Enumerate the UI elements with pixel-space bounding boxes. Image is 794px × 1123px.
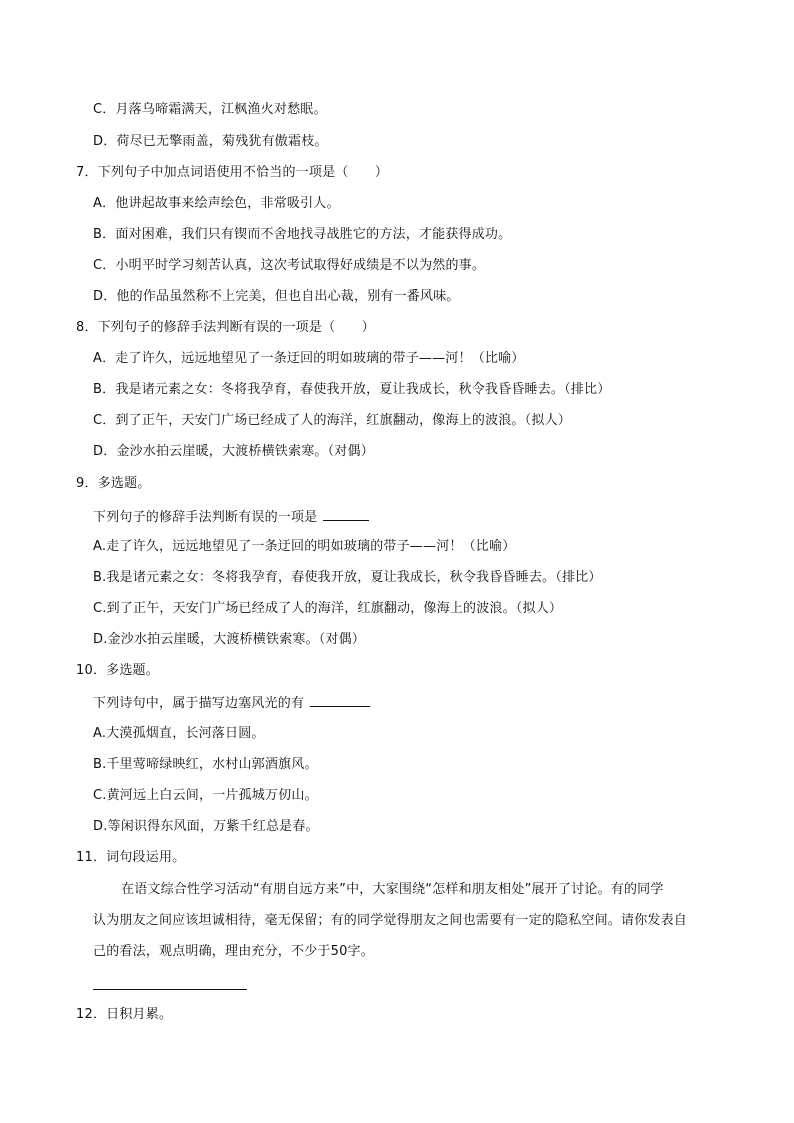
q10-answer-blank[interactable] (310, 694, 370, 707)
q6-option-c: C．月落乌啼霜满天，江枫渔火对愁眠。 (93, 102, 327, 117)
q11-body-line-3: 己的看法，观点明确，理由充分，不少于50字。 (93, 944, 374, 959)
q11-answer-line[interactable] (93, 989, 247, 990)
q7-stem: 7．下列句子中加点词语使用不恰当的一项是（ ） (76, 165, 389, 180)
q6-option-d: D．荷尽已无擎雨盖，菊残犹有傲霜枝。 (93, 134, 328, 149)
q11-body-line-1: 在语文综合性学习活动“有朋自远方来”中，大家围绕“怎样和朋友相处”展开了讨论。有的同学 (121, 882, 664, 897)
q10-stem (93, 694, 370, 713)
q10-option-c: C.黄河远上白云间，一片孤城万仞山。 (93, 788, 318, 803)
q8-option-c: C．到了正午，天安门广场已经成了人的海洋，红旗翻动，像海上的波浪。（拟人） (93, 413, 571, 428)
q9-option-d: D.金沙水拍云崖暖，大渡桥横铁索寒。（对偶） (93, 632, 366, 647)
q10-heading: 10．多选题。 (76, 663, 159, 678)
q8-stem: 8．下列句子的修辞手法判断有误的一项是（ ） (76, 320, 375, 335)
q9-option-a: A.走了许久，远远地望见了一条迂回的明如玻璃的带子——河！（比喻） (93, 539, 516, 554)
q8-option-a: A．走了许久，远远地望见了一条迂回的明如玻璃的带子——河！（比喻） (93, 351, 525, 366)
q9-heading: 9．多选题。 (76, 476, 151, 491)
q7-option-a: A．他讲起故事来绘声绘色，非常吸引人。 (93, 196, 340, 211)
q11-body-line-2: 认为朋友之间应该坦诚相待，毫无保留；有的同学觉得朋友之间也需要有一定的隐私空间。请你发表自 (93, 913, 688, 928)
q10-option-b: B.千里莺啼绿映红，水村山郭酒旗风。 (93, 757, 318, 772)
q9-option-c: C.到了正午，天安门广场已经成了人的海洋，红旗翻动，像海上的波浪。（拟人） (93, 601, 563, 616)
q7-option-c: C．小明平时学习刻苦认真，这次考试取得好成绩是不以为然的事。 (93, 258, 486, 273)
q8-option-d: D．金沙水拍云崖暖，大渡桥横铁索寒。（对偶） (93, 444, 374, 459)
q7-option-b: B．面对困难，我们只有锲而不舍地找寻战胜它的方法，才能获得成功。 (93, 227, 512, 242)
q9-stem-text: 下列句子的修辞手法判断有误的一项是 (93, 510, 318, 525)
q12-heading: 12．日积月累。 (76, 1007, 173, 1022)
q11-heading: 11．词句段运用。 (76, 850, 186, 865)
q8-option-b: B．我是诸元素之女：冬将我孕育，春使我开放，夏让我成长，秋令我昏昏睡去。（排比） (93, 382, 611, 397)
q10-option-d: D.等闲识得东风面，万紫千红总是春。 (93, 819, 319, 834)
q7-option-d: D．他的作品虽然称不上完美，但也自出心裁，别有一番风味。 (93, 289, 460, 304)
q9-stem (93, 508, 369, 527)
q10-option-a: A.大漠孤烟直，长河落日圆。 (93, 726, 265, 741)
q10-stem-text: 下列诗句中，属于描写边塞风光的有 (93, 696, 305, 711)
q9-answer-blank[interactable] (323, 508, 369, 521)
q9-option-b: B.我是诸元素之女：冬将我孕育，春使我开放，夏让我成长，秋令我昏昏睡去。（排比） (93, 570, 602, 585)
